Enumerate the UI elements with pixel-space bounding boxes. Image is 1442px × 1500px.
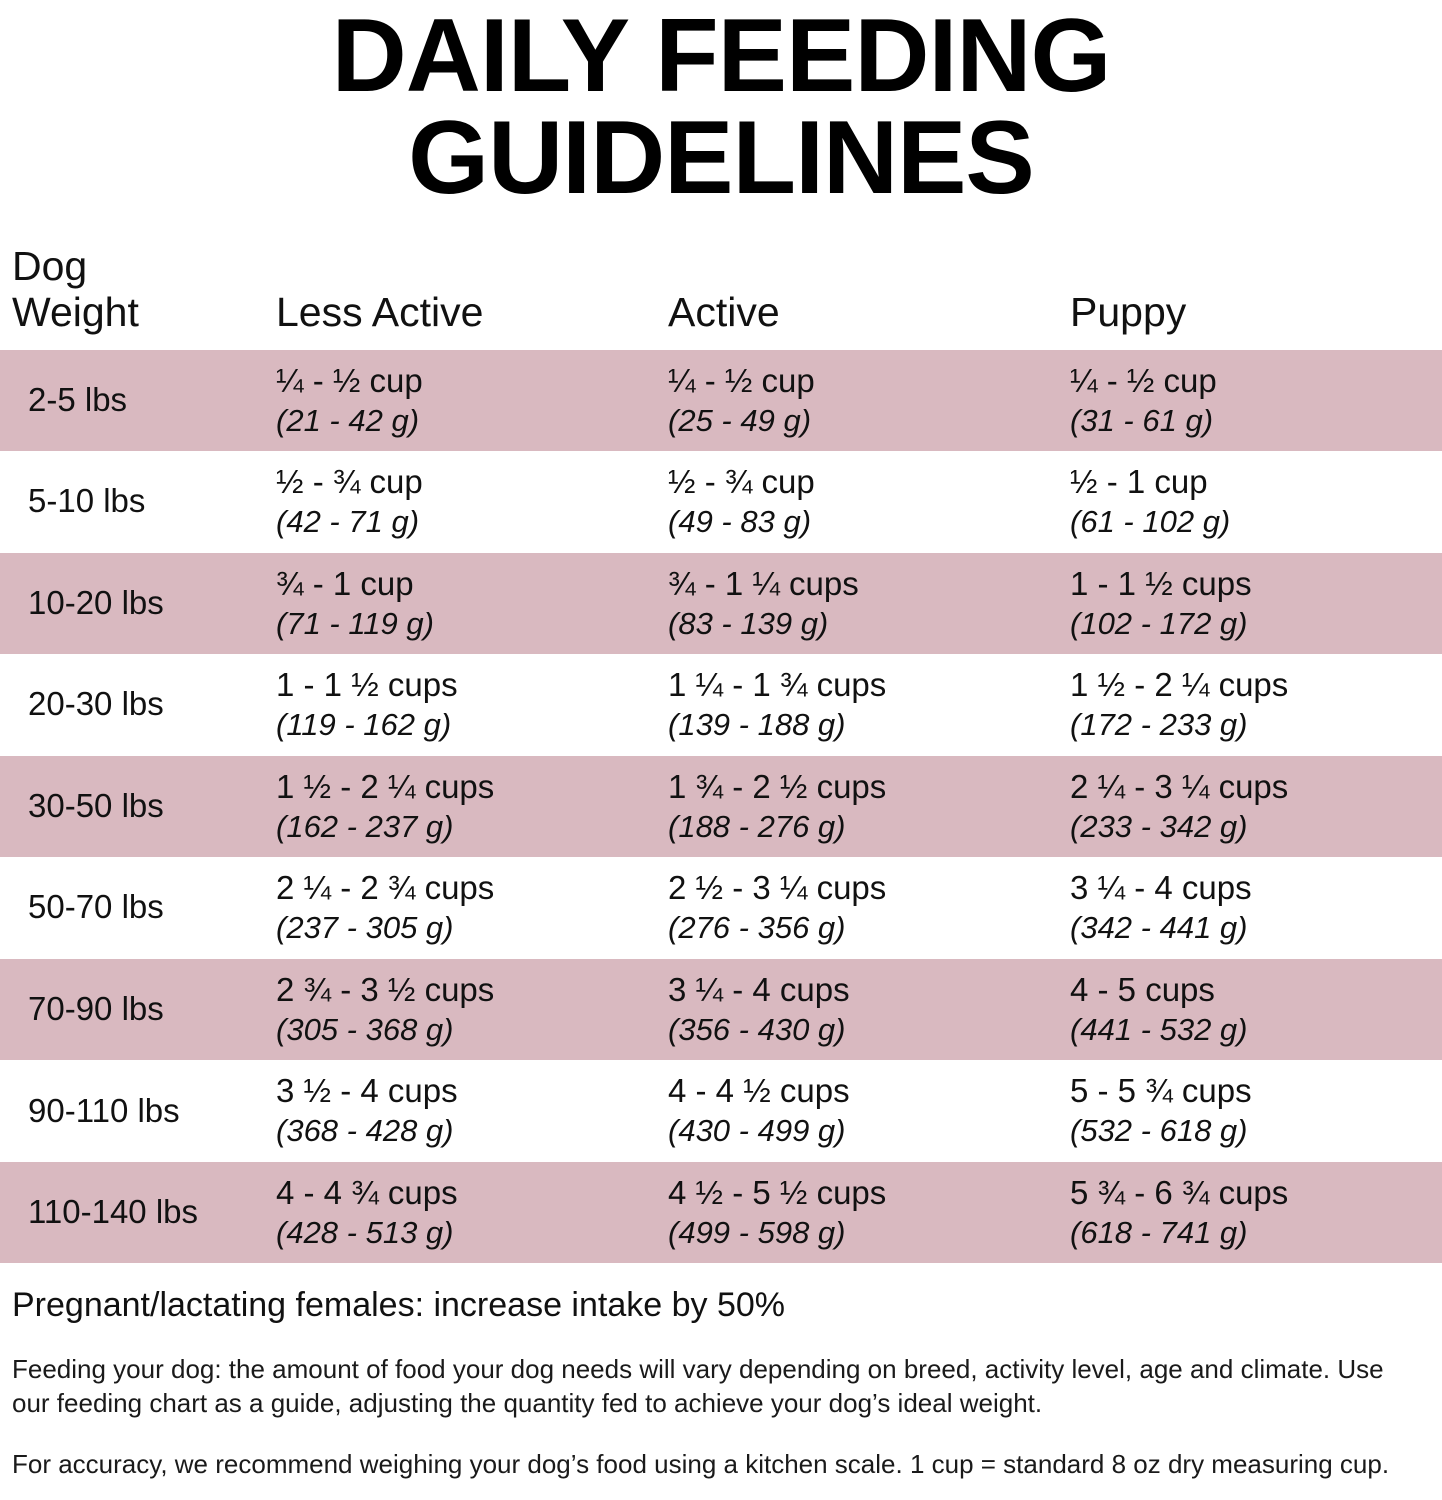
- cell-puppy-grams: (233 - 342 g): [1070, 808, 1248, 844]
- cell-puppy-cups: 1 - 1 ½ cups: [1070, 564, 1252, 602]
- table-row: [0, 959, 1442, 1061]
- cell-dog-weight: 90-110 lbs: [28, 1091, 180, 1129]
- column-header-dog-weight-line-1: Dog: [12, 242, 88, 289]
- cell-active-grams: (188 - 276 g): [668, 808, 846, 844]
- column-header-less-active: Less Active: [276, 288, 484, 335]
- cell-active-grams: (356 - 430 g): [668, 1011, 846, 1047]
- cell-active-grams: (276 - 356 g): [668, 910, 846, 946]
- cell-active: [658, 553, 1062, 655]
- cell-less-active-grams: (305 - 368 g): [276, 1011, 454, 1047]
- cell-puppy-cups: ½ - 1 cup: [1070, 463, 1208, 501]
- note-accuracy: For accuracy, we recommend weighing your dog’s food using a kitchen scale. 1 cup = standard 8 oz dry measuring cup.: [12, 1448, 1390, 1479]
- table-header-row: [0, 244, 1442, 350]
- cell-puppy-cups: 3 ¼ - 4 cups: [1070, 869, 1252, 907]
- cell-puppy-grams: (618 - 741 g): [1070, 1214, 1248, 1250]
- column-header-puppy: Puppy: [1070, 288, 1187, 335]
- cell-dog-weight: 20-30 lbs: [28, 685, 164, 723]
- cell-less-active-grams: (162 - 237 g): [276, 808, 454, 844]
- cell-active: [658, 654, 1062, 756]
- cell-less-active: [266, 451, 658, 553]
- cell-dog-weight: 10-20 lbs: [28, 583, 164, 621]
- cell-active-grams: (139 - 188 g): [668, 707, 846, 743]
- table-row: [0, 451, 1442, 553]
- cell-active-cups: 4 ½ - 5 ½ cups: [668, 1173, 887, 1211]
- cell-active: [658, 451, 1062, 553]
- cell-less-active-cups: 1 ½ - 2 ¼ cups: [276, 767, 495, 805]
- table-row: [0, 857, 1442, 959]
- cell-puppy-cups: 2 ¼ - 3 ¼ cups: [1070, 767, 1289, 805]
- column-header-dog-weight: [0, 244, 266, 350]
- table-header: [0, 244, 1442, 350]
- cell-puppy-grams: (441 - 532 g): [1070, 1011, 1248, 1047]
- cell-puppy-grams: (172 - 233 g): [1070, 707, 1248, 743]
- cell-less-active: [266, 857, 658, 959]
- cell-puppy: [1062, 654, 1442, 756]
- cell-less-active-cups: ¼ - ½ cup: [276, 361, 423, 399]
- cell-less-active-cups: ½ - ¾ cup: [276, 463, 423, 501]
- cell-active-cups: 1 ¼ - 1 ¾ cups: [668, 666, 887, 704]
- note-feeding-your-dog: Feeding your dog: the amount of food your dog needs will vary depending on breed, activity level, age and climate. Use our feeding chart as a guide, adjusting the quantity fed to achieve your dog’s ideal weight.: [12, 1354, 1384, 1419]
- cell-less-active: [266, 654, 658, 756]
- cell-less-active-grams: (237 - 305 g): [276, 910, 454, 946]
- cell-less-active-cups: ¾ - 1 cup: [276, 564, 414, 602]
- cell-active-grams: (83 - 139 g): [668, 605, 829, 641]
- cell-less-active-grams: (119 - 162 g): [276, 707, 452, 743]
- cell-active-cups: 4 - 4 ½ cups: [668, 1072, 850, 1110]
- table-row: [0, 756, 1442, 858]
- cell-active-cups: ½ - ¾ cup: [668, 463, 815, 501]
- note-pregnant-lactating: Pregnant/lactating females: increase intake by 50%: [12, 1286, 786, 1325]
- cell-puppy-grams: (61 - 102 g): [1070, 504, 1231, 540]
- cell-active-cups: 3 ¼ - 4 cups: [668, 970, 850, 1008]
- cell-puppy-grams: (532 - 618 g): [1070, 1113, 1248, 1149]
- cell-less-active-cups: 4 - 4 ¾ cups: [276, 1173, 458, 1211]
- cell-less-active: [266, 553, 658, 655]
- page-title: [0, 0, 1442, 216]
- cell-active-cups: 2 ½ - 3 ¼ cups: [668, 869, 887, 907]
- cell-dog-weight: 70-90 lbs: [28, 990, 164, 1027]
- cell-puppy: [1062, 451, 1442, 553]
- cell-active: [658, 756, 1062, 858]
- cell-less-active: [266, 959, 658, 1061]
- cell-dog-weight: 50-70 lbs: [28, 888, 164, 926]
- column-header-dog-weight-line-2: Weight: [12, 288, 139, 335]
- notes-section: [0, 1285, 1442, 1481]
- cell-puppy: [1062, 756, 1442, 858]
- table-row: [0, 553, 1442, 655]
- cell-less-active-grams: (428 - 513 g): [276, 1214, 454, 1250]
- cell-puppy-cups: ¼ - ½ cup: [1070, 361, 1217, 399]
- cell-less-active-cups: 2 ¼ - 2 ¾ cups: [276, 869, 495, 907]
- cell-puppy-grams: (342 - 441 g): [1070, 910, 1248, 946]
- cell-puppy: [1062, 1162, 1442, 1264]
- cell-puppy: [1062, 959, 1442, 1061]
- feeding-chart-table: [0, 244, 1442, 1263]
- cell-puppy-grams: (102 - 172 g): [1070, 605, 1248, 641]
- cell-puppy: [1062, 553, 1442, 655]
- cell-less-active: [266, 1162, 658, 1264]
- cell-dog-weight: 30-50 lbs: [28, 786, 164, 824]
- page-title-line-2: GUIDELINES: [408, 99, 1034, 216]
- cell-puppy-cups: 5 ¾ - 6 ¾ cups: [1070, 1173, 1289, 1211]
- cell-active-grams: (430 - 499 g): [668, 1113, 846, 1149]
- cell-active-cups: ¼ - ½ cup: [668, 361, 815, 399]
- cell-less-active-grams: (21 - 42 g): [276, 402, 420, 438]
- table-row: [0, 350, 1442, 452]
- column-header-active: Active: [668, 288, 780, 335]
- cell-less-active: [266, 350, 658, 452]
- cell-active: [658, 350, 1062, 452]
- cell-less-active-cups: 3 ½ - 4 cups: [276, 1072, 458, 1110]
- cell-less-active-cups: 1 - 1 ½ cups: [276, 666, 458, 704]
- cell-less-active-grams: (71 - 119 g): [276, 605, 434, 641]
- cell-active: [658, 1162, 1062, 1264]
- cell-dog-weight: 2-5 lbs: [28, 380, 128, 418]
- cell-active-cups: 1 ¾ - 2 ½ cups: [668, 767, 887, 805]
- cell-puppy-grams: (31 - 61 g): [1070, 402, 1214, 438]
- cell-puppy: [1062, 857, 1442, 959]
- cell-dog-weight: 5-10 lbs: [28, 482, 146, 520]
- page-title-line-1: DAILY FEEDING: [331, 0, 1111, 114]
- cell-puppy-cups: 5 - 5 ¾ cups: [1070, 1072, 1252, 1110]
- cell-dog-weight: 110-140 lbs: [28, 1193, 199, 1231]
- table-row: [0, 654, 1442, 756]
- cell-active: [658, 959, 1062, 1061]
- cell-less-active-cups: 2 ¾ - 3 ½ cups: [276, 970, 495, 1008]
- cell-puppy-cups: 4 - 5 cups: [1070, 970, 1215, 1008]
- cell-active: [658, 1060, 1062, 1162]
- cell-less-active: [266, 1060, 658, 1162]
- cell-less-active-grams: (368 - 428 g): [276, 1113, 454, 1149]
- table-row: [0, 1060, 1442, 1162]
- cell-active-grams: (499 - 598 g): [668, 1214, 846, 1250]
- cell-active-cups: ¾ - 1 ¼ cups: [668, 564, 859, 602]
- cell-active-grams: (49 - 83 g): [668, 504, 812, 540]
- cell-active: [658, 857, 1062, 959]
- cell-less-active: [266, 756, 658, 858]
- cell-puppy: [1062, 1060, 1442, 1162]
- table-row: [0, 1162, 1442, 1264]
- table-body: [0, 350, 1442, 1264]
- cell-less-active-grams: (42 - 71 g): [276, 504, 420, 540]
- cell-puppy: [1062, 350, 1442, 452]
- cell-active-grams: (25 - 49 g): [668, 402, 812, 438]
- cell-puppy-cups: 1 ½ - 2 ¼ cups: [1070, 666, 1289, 704]
